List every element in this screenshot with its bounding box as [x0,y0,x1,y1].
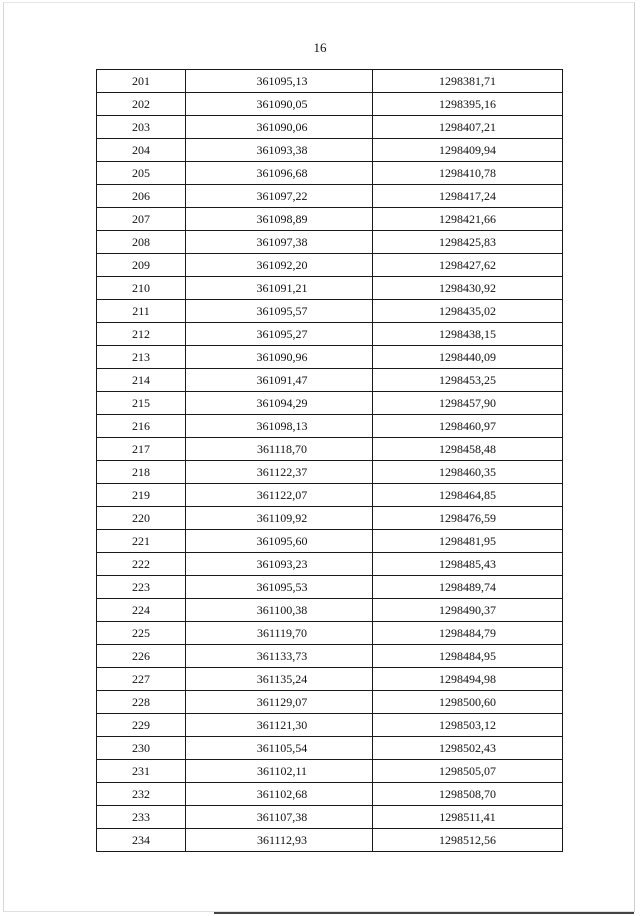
point-number-cell [97,553,186,576]
y-coordinate-cell-text: 1298508,70 [439,787,496,801]
x-coordinate-cell-text: 361133,73 [256,649,308,663]
y-coordinate-cell-text: 1298435,02 [439,304,496,318]
x-coordinate-cell-text: 361095,27 [256,327,308,341]
point-number-cell [97,576,186,599]
y-coordinate-cell-text: 1298511,41 [439,810,496,824]
y-coordinate-cell [373,530,563,553]
point-number-cell [97,93,186,116]
x-coordinate-cell [186,277,373,300]
y-coordinate-cell-text: 1298425,83 [439,235,496,249]
y-coordinate-cell [373,829,563,852]
point-number-cell-text: 233 [132,810,150,824]
table-row [97,507,563,530]
x-coordinate-cell [186,737,373,760]
y-coordinate-cell-text: 1298410,78 [439,166,496,180]
y-coordinate-cell [373,93,563,116]
y-coordinate-cell [373,461,563,484]
y-coordinate-cell [373,438,563,461]
x-coordinate-cell-text: 361097,38 [256,235,308,249]
x-coordinate-cell-text: 361096,68 [256,166,308,180]
point-number-cell [97,691,186,714]
table-row [97,553,563,576]
y-coordinate-cell-text: 1298481,95 [439,534,496,548]
table-row [97,484,563,507]
point-number-cell-text: 214 [132,373,150,387]
point-number-cell [97,599,186,622]
point-number-cell [97,484,186,507]
point-number-cell-text: 222 [132,557,150,571]
y-coordinate-cell [373,346,563,369]
table-row [97,760,563,783]
x-coordinate-cell [186,553,373,576]
y-coordinate-cell [373,484,563,507]
table-row [97,93,563,116]
table-row [97,277,563,300]
y-coordinate-cell [373,645,563,668]
x-coordinate-cell [186,576,373,599]
point-number-cell [97,461,186,484]
x-coordinate-cell-text: 361121,30 [256,718,308,732]
table-row [97,576,563,599]
y-coordinate-cell [373,116,563,139]
scan-edge-mark [214,912,634,914]
point-number-cell [97,300,186,323]
point-number-cell [97,162,186,185]
y-coordinate-cell [373,553,563,576]
y-coordinate-cell-text: 1298460,35 [439,465,496,479]
table-row [97,346,563,369]
point-number-cell-text: 212 [132,327,150,341]
page-number: 16 [313,40,327,55]
y-coordinate-cell-text: 1298464,85 [439,488,496,502]
point-number-cell-text: 202 [132,97,150,111]
point-number-cell-text: 201 [132,74,150,88]
x-coordinate-cell [186,622,373,645]
point-number-cell [97,254,186,277]
x-coordinate-cell-text: 361094,29 [256,396,308,410]
point-number-cell-text: 210 [132,281,150,295]
x-coordinate-cell-text: 361090,06 [256,120,308,134]
x-coordinate-cell [186,162,373,185]
point-number-cell-text: 229 [132,718,150,732]
y-coordinate-cell [373,139,563,162]
table-row [97,116,563,139]
point-number-cell-text: 215 [132,396,150,410]
x-coordinate-cell [186,507,373,530]
point-number-cell-text: 213 [132,350,150,364]
x-coordinate-cell [186,461,373,484]
table-row [97,185,563,208]
point-number-cell [97,714,186,737]
x-coordinate-cell [186,346,373,369]
point-number-cell [97,507,186,530]
y-coordinate-cell-text: 1298381,71 [439,74,496,88]
y-coordinate-cell-text: 1298421,66 [439,212,496,226]
table-row [97,645,563,668]
point-number-cell [97,392,186,415]
coordinates-table-body [97,70,563,852]
point-number-cell [97,415,186,438]
y-coordinate-cell-text: 1298458,48 [439,442,496,456]
table-row [97,668,563,691]
point-number-cell [97,185,186,208]
x-coordinate-cell-text: 361122,37 [256,465,308,479]
table-row [97,737,563,760]
point-number-cell-text: 203 [132,120,150,134]
table-row [97,254,563,277]
y-coordinate-cell-text: 1298457,90 [439,396,496,410]
x-coordinate-cell [186,645,373,668]
y-coordinate-cell-text: 1298505,07 [439,764,496,778]
x-coordinate-cell-text: 361095,53 [256,580,308,594]
y-coordinate-cell-text: 1298417,24 [439,189,496,203]
table-row [97,231,563,254]
x-coordinate-cell-text: 361119,70 [256,626,308,640]
point-number-cell-text: 206 [132,189,150,203]
x-coordinate-cell-text: 361105,54 [256,741,308,755]
x-coordinate-cell [186,599,373,622]
y-coordinate-cell [373,323,563,346]
x-coordinate-cell-text: 361109,92 [256,511,308,525]
y-coordinate-cell [373,70,563,93]
point-number-cell [97,760,186,783]
x-coordinate-cell-text: 361129,07 [256,695,308,709]
x-coordinate-cell-text: 361098,13 [256,419,308,433]
table-row [97,783,563,806]
y-coordinate-cell [373,507,563,530]
point-number-cell-text: 220 [132,511,150,525]
point-number-cell [97,70,186,93]
x-coordinate-cell-text: 361107,38 [256,810,308,824]
point-number-cell-text: 231 [132,764,150,778]
point-number-cell [97,346,186,369]
point-number-cell-text: 207 [132,212,150,226]
y-coordinate-cell-text: 1298460,97 [439,419,496,433]
y-coordinate-cell [373,622,563,645]
y-coordinate-cell-text: 1298502,43 [439,741,496,755]
point-number-cell [97,829,186,852]
y-coordinate-cell [373,806,563,829]
point-number-cell [97,323,186,346]
point-number-cell [97,806,186,829]
x-coordinate-cell-text: 361102,68 [256,787,308,801]
point-number-cell-text: 227 [132,672,150,686]
x-coordinate-cell [186,208,373,231]
point-number-cell [97,369,186,392]
y-coordinate-cell-text: 1298494,98 [439,672,496,686]
table-row [97,139,563,162]
y-coordinate-cell [373,369,563,392]
point-number-cell-text: 234 [132,833,150,847]
x-coordinate-cell-text: 361098,89 [256,212,308,226]
y-coordinate-cell [373,185,563,208]
x-coordinate-cell [186,691,373,714]
y-coordinate-cell [373,668,563,691]
point-number-cell [97,139,186,162]
y-coordinate-cell-text: 1298489,74 [439,580,496,594]
point-number-cell [97,208,186,231]
point-number-cell-text: 221 [132,534,150,548]
y-coordinate-cell [373,415,563,438]
point-number-cell [97,783,186,806]
table-row [97,300,563,323]
table-row [97,691,563,714]
point-number-cell-text: 217 [132,442,150,456]
x-coordinate-cell-text: 361093,23 [256,557,308,571]
point-number-cell-text: 218 [132,465,150,479]
x-coordinate-cell [186,760,373,783]
y-coordinate-cell-text: 1298485,43 [439,557,496,571]
y-coordinate-cell [373,737,563,760]
y-coordinate-cell [373,392,563,415]
x-coordinate-cell [186,139,373,162]
y-coordinate-cell-text: 1298395,16 [439,97,496,111]
x-coordinate-cell [186,116,373,139]
y-coordinate-cell-text: 1298407,21 [439,120,496,134]
point-number-cell [97,645,186,668]
x-coordinate-cell-text: 361112,93 [256,833,308,847]
x-coordinate-cell [186,806,373,829]
x-coordinate-cell-text: 361095,13 [256,74,308,88]
x-coordinate-cell-text: 361090,96 [256,350,308,364]
y-coordinate-cell [373,714,563,737]
point-number-cell-text: 226 [132,649,150,663]
y-coordinate-cell [373,576,563,599]
coordinates-table [96,69,563,852]
point-number-cell-text: 225 [132,626,150,640]
x-coordinate-cell-text: 361097,22 [256,189,308,203]
point-number-cell [97,277,186,300]
y-coordinate-cell-text: 1298484,95 [439,649,496,663]
point-number-cell-text: 204 [132,143,150,157]
x-coordinate-cell [186,254,373,277]
table-row [97,438,563,461]
x-coordinate-cell [186,185,373,208]
table-row [97,392,563,415]
y-coordinate-cell-text: 1298476,59 [439,511,496,525]
x-coordinate-cell-text: 361100,38 [256,603,308,617]
x-coordinate-cell [186,369,373,392]
x-coordinate-cell [186,484,373,507]
x-coordinate-cell-text: 361135,24 [256,672,308,686]
y-coordinate-cell-text: 1298484,79 [439,626,496,640]
x-coordinate-cell-text: 361118,70 [256,442,308,456]
table-row [97,461,563,484]
y-coordinate-cell-text: 1298490,37 [439,603,496,617]
point-number-cell-text: 228 [132,695,150,709]
point-number-cell-text: 211 [132,304,150,318]
point-number-cell-text: 230 [132,741,150,755]
table-row [97,599,563,622]
table-row [97,714,563,737]
point-number-cell-text: 209 [132,258,150,272]
y-coordinate-cell-text: 1298430,92 [439,281,496,295]
x-coordinate-cell [186,231,373,254]
point-number-cell-text: 219 [132,488,150,502]
x-coordinate-cell-text: 361091,21 [256,281,308,295]
x-coordinate-cell-text: 361092,20 [256,258,308,272]
table-row [97,208,563,231]
point-number-cell [97,231,186,254]
x-coordinate-cell [186,300,373,323]
point-number-cell-text: 232 [132,787,150,801]
y-coordinate-cell [373,300,563,323]
y-coordinate-cell [373,691,563,714]
x-coordinate-cell-text: 361102,11 [256,764,308,778]
x-coordinate-cell [186,829,373,852]
table-row [97,162,563,185]
x-coordinate-cell [186,714,373,737]
table-row [97,806,563,829]
x-coordinate-cell-text: 361095,57 [256,304,308,318]
x-coordinate-cell-text: 361093,38 [256,143,308,157]
y-coordinate-cell-text: 1298438,15 [439,327,496,341]
x-coordinate-cell [186,93,373,116]
table-row [97,530,563,553]
y-coordinate-cell [373,208,563,231]
y-coordinate-cell-text: 1298500,60 [439,695,496,709]
x-coordinate-cell-text: 361091,47 [256,373,308,387]
y-coordinate-cell [373,277,563,300]
x-coordinate-cell-text: 361095,60 [256,534,308,548]
y-coordinate-cell [373,783,563,806]
table-row [97,369,563,392]
y-coordinate-cell-text: 1298440,09 [439,350,496,364]
table-row [97,323,563,346]
x-coordinate-cell-text: 361090,05 [256,97,308,111]
point-number-cell [97,116,186,139]
y-coordinate-cell-text: 1298503,12 [439,718,496,732]
table-row [97,622,563,645]
table-row [97,829,563,852]
y-coordinate-cell-text: 1298427,62 [439,258,496,272]
y-coordinate-cell [373,162,563,185]
point-number-cell [97,737,186,760]
x-coordinate-cell [186,530,373,553]
point-number-cell-text: 205 [132,166,150,180]
point-number-cell-text: 224 [132,603,150,617]
x-coordinate-cell [186,415,373,438]
y-coordinate-cell [373,599,563,622]
point-number-cell [97,438,186,461]
table-row [97,415,563,438]
y-coordinate-cell [373,231,563,254]
x-coordinate-cell [186,668,373,691]
y-coordinate-cell-text: 1298409,94 [439,143,496,157]
x-coordinate-cell [186,70,373,93]
x-coordinate-cell [186,783,373,806]
point-number-cell-text: 208 [132,235,150,249]
point-number-cell [97,668,186,691]
x-coordinate-cell [186,392,373,415]
point-number-cell-text: 223 [132,580,150,594]
point-number-cell [97,530,186,553]
y-coordinate-cell-text: 1298453,25 [439,373,496,387]
y-coordinate-cell-text: 1298512,56 [439,833,496,847]
point-number-cell-text: 216 [132,419,150,433]
x-coordinate-cell [186,323,373,346]
y-coordinate-cell [373,760,563,783]
x-coordinate-cell-text: 361122,07 [256,488,308,502]
x-coordinate-cell [186,438,373,461]
table-row [97,70,563,93]
point-number-cell [97,622,186,645]
y-coordinate-cell [373,254,563,277]
